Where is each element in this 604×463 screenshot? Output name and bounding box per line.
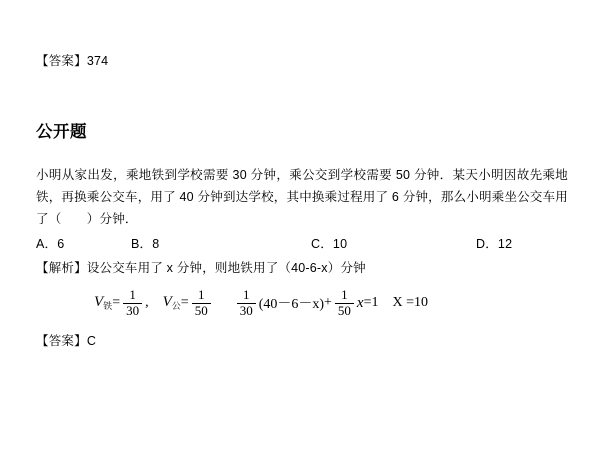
analysis-label: 【解析】 bbox=[36, 261, 87, 275]
velocity-metro-subscript: 铁 bbox=[103, 301, 113, 312]
choice-option-a[interactable]: A．6 bbox=[36, 237, 65, 251]
final-answer-value: C bbox=[86, 333, 97, 348]
analysis-line bbox=[36, 258, 568, 278]
choice-option-d[interactable]: D．12 bbox=[476, 237, 513, 251]
velocity-bus-subscript: 公 bbox=[171, 301, 181, 312]
equation-fraction-2-numerator: 1 bbox=[341, 287, 348, 302]
question-text: 小明从家出发，乘地铁到学校需要 30 分钟，乘公交到学校需要 50 分钟．某天小明因故先乘地铁，再换乘公交车，用了 40 分钟到达学校，其中换乘过程用了 6 分钟，那么小明乘坐公交车用了（ ）分钟． bbox=[36, 168, 568, 226]
bus-equals-sign: = bbox=[180, 295, 189, 311]
equation-fraction-2-denominator: 50 bbox=[335, 303, 354, 319]
metro-fraction-numerator: 1 bbox=[129, 287, 136, 302]
top-answer-value: 374 bbox=[86, 54, 109, 68]
final-answer-label: 【答案】 bbox=[36, 333, 87, 348]
bus-fraction-numerator: 1 bbox=[197, 287, 205, 302]
final-answer-line bbox=[36, 331, 568, 351]
formula-comma: , bbox=[145, 295, 149, 311]
equation-fraction-2 bbox=[335, 288, 354, 319]
equation-variable-x: x bbox=[356, 294, 364, 311]
top-answer-line bbox=[36, 52, 568, 70]
choice-list bbox=[36, 234, 568, 254]
top-answer-label: 【答案】 bbox=[36, 54, 87, 68]
equation-fraction-1-numerator: 1 bbox=[242, 287, 250, 302]
metro-fraction bbox=[123, 288, 142, 319]
bus-fraction bbox=[192, 288, 211, 319]
formula-expression bbox=[36, 288, 568, 319]
analysis-text: 设公交车用了 x 分钟，则地铁用了（40-6-x）分钟 bbox=[86, 261, 366, 275]
equation-fraction-1-denominator: 30 bbox=[237, 303, 256, 319]
bus-fraction-denominator: 50 bbox=[192, 303, 211, 319]
equation-equals-one: =1 bbox=[363, 295, 379, 311]
metro-equals-sign: = bbox=[112, 295, 121, 311]
equation-parenthetical: (40－6－x) bbox=[258, 297, 325, 313]
equation-fraction-1 bbox=[237, 288, 256, 319]
choice-option-b[interactable]: B．8 bbox=[131, 237, 160, 251]
equation-result: X =10 bbox=[392, 295, 429, 311]
equation-plus-sign: + bbox=[324, 295, 332, 311]
metro-fraction-denominator: 30 bbox=[123, 303, 142, 319]
choice-option-c[interactable]: C．10 bbox=[311, 237, 348, 251]
velocity-bus-symbol: $V_公$ bbox=[162, 294, 181, 312]
section-title: 公开题 bbox=[36, 123, 87, 141]
velocity-metro-symbol: $V_铁$ bbox=[94, 294, 113, 312]
